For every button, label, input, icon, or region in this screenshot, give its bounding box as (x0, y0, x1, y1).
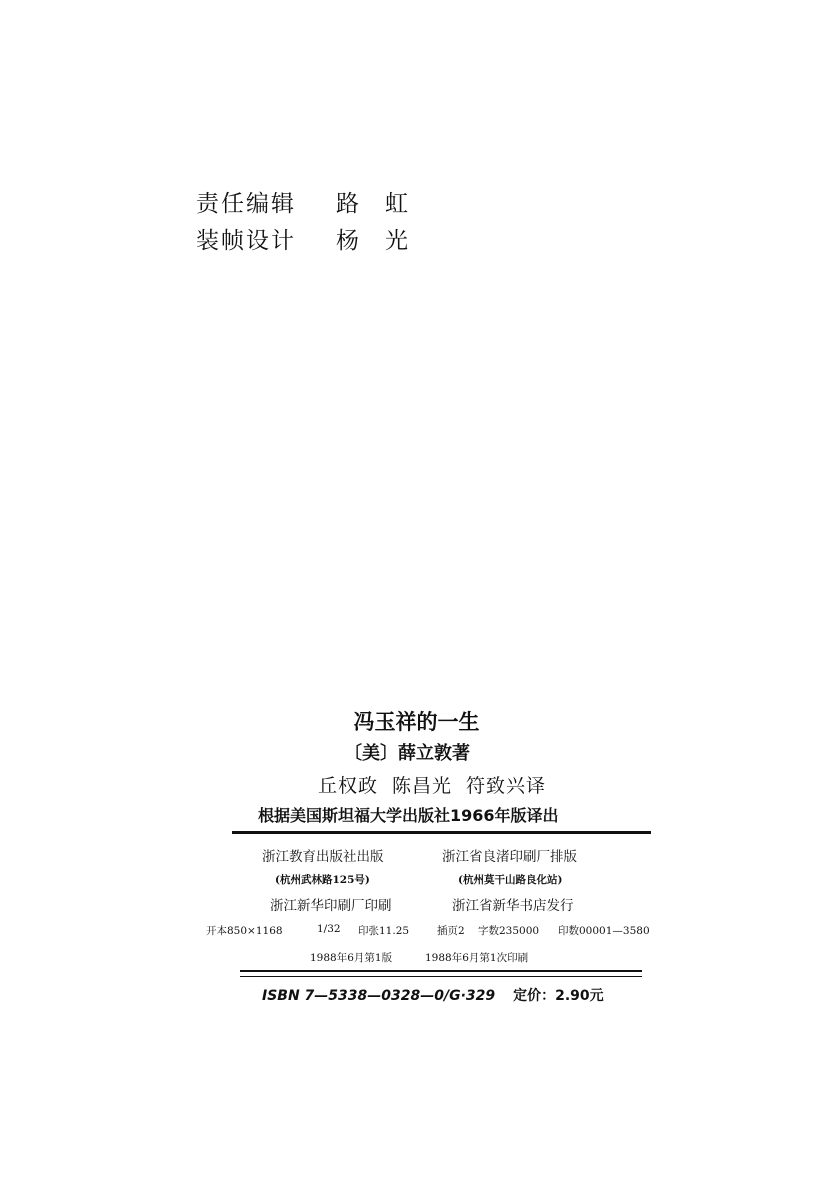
word-count: 字数235000 (478, 925, 540, 937)
credit-name: 路虹 (336, 191, 434, 217)
translator-name: 符致兴译 (466, 775, 547, 797)
price: 定价：2.90元 (513, 988, 604, 1004)
isbn-line (262, 985, 604, 1005)
plates: 插页2 (437, 925, 465, 937)
book-translators (318, 771, 546, 798)
credit-designer (196, 222, 434, 255)
translator-name: 陈昌光 (392, 775, 453, 797)
divider-rule (240, 970, 642, 972)
edition: 1988年6月第1版 (310, 952, 393, 964)
book-title: 冯玉祥的一生 (353, 710, 480, 734)
sheets: 印张11.25 (358, 925, 410, 937)
source-note: 根据美国斯坦福大学出版社1966年版译出 (258, 806, 559, 825)
book-author: 〔美〕薛立敦著 (344, 743, 470, 764)
printer: 浙江新华印刷厂印刷 (270, 898, 392, 914)
divider-rule (232, 831, 651, 834)
credit-editor (196, 185, 434, 218)
credit-role: 责任编辑 (196, 191, 296, 217)
divider-rule (240, 976, 642, 977)
printing: 1988年6月第1次印刷 (425, 952, 529, 964)
isbn: ISBN 7—5338—0328—0/G·329 (262, 988, 496, 1004)
typesetter: 浙江省良渚印刷厂排版 (442, 849, 577, 865)
translator-name: 丘权政 (318, 775, 379, 797)
credit-role: 装帧设计 (196, 228, 296, 254)
publisher-address: (杭州武林路125号) (275, 874, 370, 886)
format: 开本850×1168 (206, 925, 283, 937)
credit-name: 杨光 (336, 228, 434, 254)
typesetter-address: (杭州莫干山路良化站) (458, 874, 563, 886)
publisher: 浙江教育出版社出版 (262, 849, 384, 865)
distributor: 浙江省新华书店发行 (452, 898, 574, 914)
print-run: 印数00001—3580 (558, 925, 650, 937)
fold: 1/32 (317, 923, 341, 935)
